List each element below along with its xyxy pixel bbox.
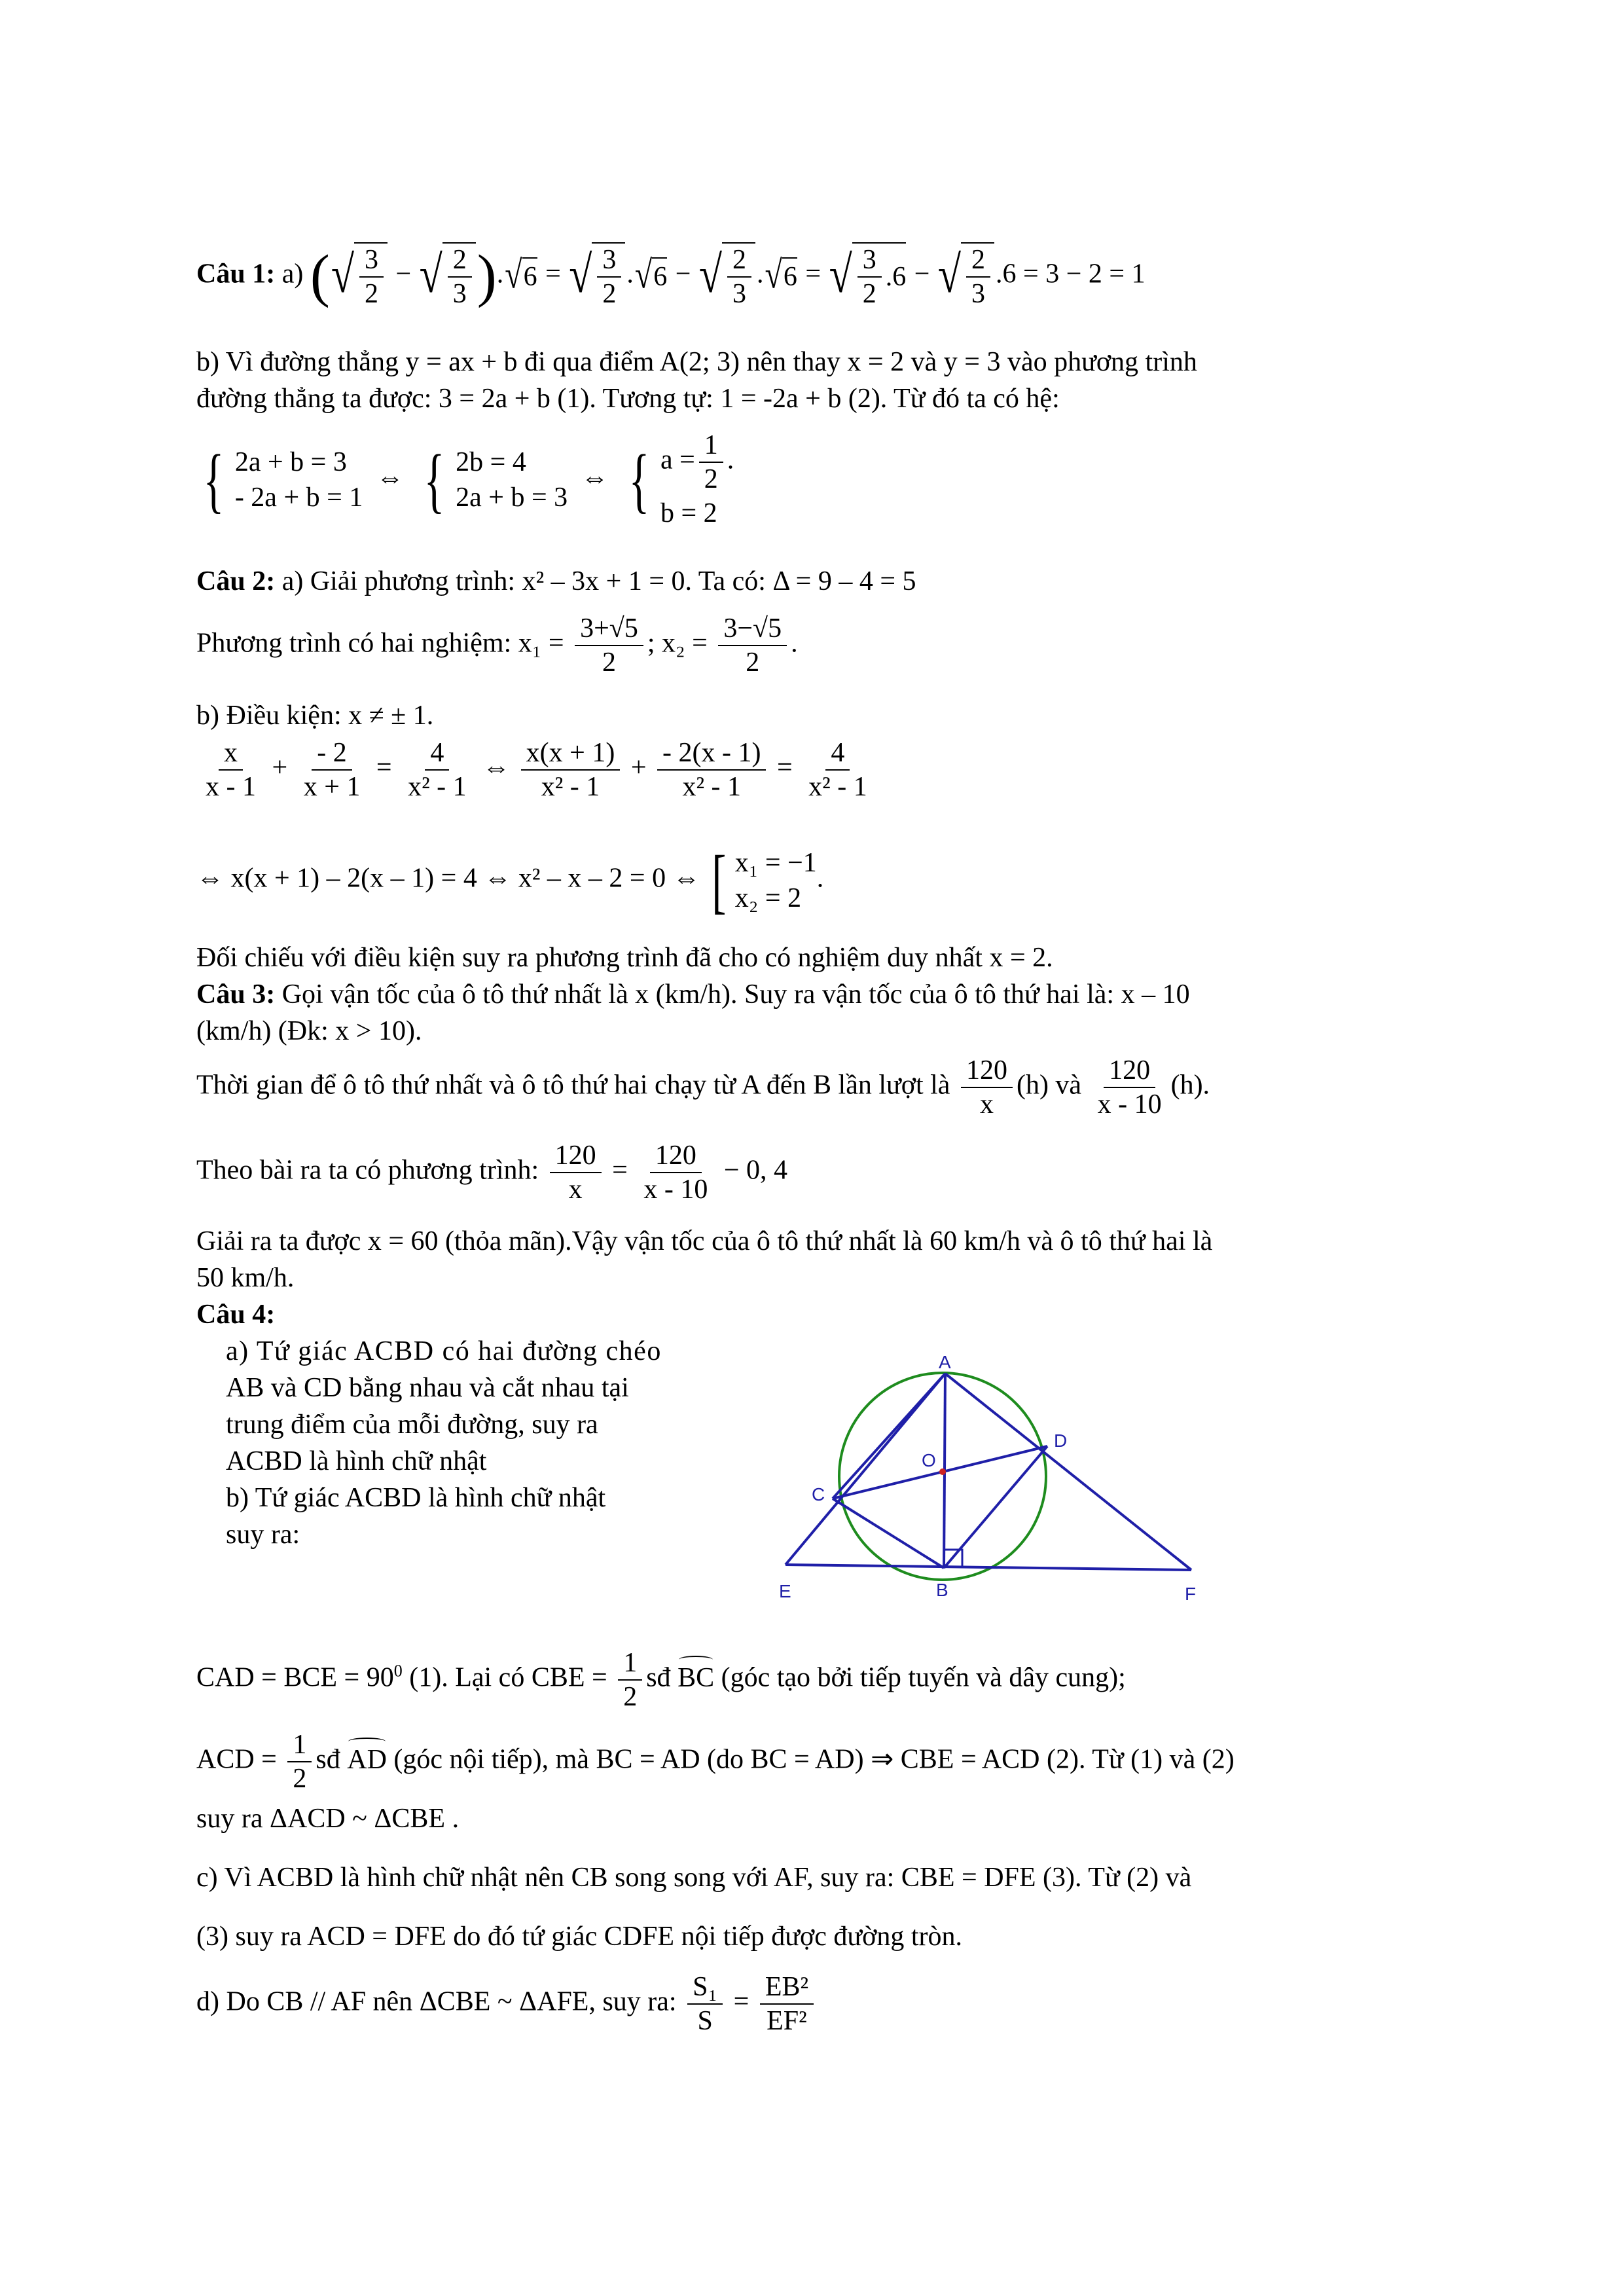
f1-den: x - 1: [206, 772, 256, 802]
f5-num: - 2(x - 1): [657, 737, 766, 771]
q1-system: [196, 429, 734, 531]
f6-num: 4: [825, 737, 850, 771]
t1-den: x: [979, 1089, 994, 1120]
sol-1: x₁ = −1: [734, 848, 817, 878]
l1-deg: 0: [393, 1661, 403, 1681]
q4-c-line1: c) Vì ACBD là hình chữ nhật nên CB song song với AF, suy ra: CBE = DFE (3). Từ (2) và: [196, 1863, 1192, 1893]
f4-den: x² - 1: [541, 772, 600, 802]
sol-2: x₂ = 2: [734, 883, 802, 913]
sys2-row2: 2a + b = 3: [456, 483, 568, 513]
step3-text: ⇔ x(x + 1) – 2(x – 1) = 4 ⇔ x² – x – 2 = 0 ⇔: [196, 863, 700, 894]
frac-120-x: [961, 1054, 1013, 1121]
e2-den: x - 10: [643, 1175, 708, 1205]
f3-num: 4: [425, 737, 449, 771]
l1-b: (1). Lại có: [409, 1662, 525, 1693]
t2-den: x - 10: [1097, 1089, 1162, 1120]
ratio-e: [760, 1971, 814, 2037]
label-e: E: [779, 1581, 791, 1601]
q4-proof-line3: suy ra ΔACD ~ ΔCBE .: [196, 1804, 460, 1834]
q4-a-line1: a) Tứ giác ACBD có hai đường chéo: [226, 1336, 662, 1366]
eq-frac-2: [638, 1139, 713, 1206]
l1-c: CBE =: [531, 1662, 607, 1693]
iff-1: ⇔: [376, 462, 404, 493]
sqrt-3-2-6: √ $\frac{3}{2}$ .6: [829, 242, 907, 310]
line-cb: [833, 1499, 944, 1568]
q1-b-line1: b) Vì đường thẳng y = ax + b đi qua điểm A(2; 3) nên thay x = 2 và y = 3 vào phương trình: [196, 347, 1197, 377]
q3-time-line: [196, 1054, 1210, 1121]
q2-b-cond: b) Điều kiện: x ≠ ± 1.: [196, 701, 434, 731]
q1-a-result: .6 = 3 − 2 = 1: [996, 259, 1146, 289]
half1-n: 1: [618, 1647, 642, 1681]
arc-bc: BC: [677, 1660, 714, 1696]
q2-step3: ⇔ x(x + 1) – 2(x – 1) = 4 ⇔ x² – x – 2 = 0 ⇔ [ x₁ = −1 x₂ = 2 .: [196, 841, 824, 920]
root2-prefix: ; x₂ =: [647, 628, 708, 659]
arc-ad: AD: [347, 1741, 387, 1778]
frac-4-x2m1: [403, 737, 472, 803]
iff-2: ⇔: [581, 462, 609, 493]
l1-d: (góc tạo bởi tiếp tuyến và dây cung);: [721, 1662, 1126, 1693]
q2-a-line: [196, 563, 916, 600]
f2-den: x + 1: [303, 772, 361, 802]
root2: [718, 612, 787, 679]
f2-num: - 2: [312, 737, 352, 771]
system-3: { a = $\frac{1}{2}$ . b = 2: [622, 429, 734, 531]
ratio-s: [687, 1971, 723, 2037]
q4-proof-line1: [196, 1647, 1126, 1713]
f1-num: x: [219, 737, 243, 771]
half-1: [618, 1647, 642, 1713]
sqrt-2-3-6: √ $\frac{2}{3}$: [938, 242, 994, 310]
q4-proof-line2: [196, 1728, 1235, 1795]
q4-d-line: d) Do CB // AF nên ΔCBE ~ ΔAFE, suy ra: $\frac{\text{S₁}}{S}$ = $\frac{\text{EB²}}{\text{EF²}}$: [196, 1971, 818, 2037]
d-s1: S₁: [687, 1971, 723, 2005]
q3-line1-text: Gọi vận tốc của ô tô thứ nhất là x (km/h). Suy ra vận tốc của ô tô thứ hai là: x – 10: [281, 979, 1190, 1010]
line-ac: [833, 1374, 945, 1499]
d-ef: EF²: [767, 2006, 807, 2036]
circle-o: [839, 1373, 1046, 1580]
q4-a-line4: ACBD là hình chữ nhật: [226, 1446, 487, 1476]
frac-x-xm1: [200, 737, 261, 803]
label-f: F: [1185, 1584, 1197, 1604]
system-1: { 2a + b = 3 - 2a + b = 1: [203, 440, 363, 520]
frac-n1: [521, 737, 621, 803]
sys3-row2: b = 2: [660, 498, 717, 528]
eq-tail: − 0, 4: [723, 1155, 788, 1186]
root1-den: 2: [602, 647, 616, 678]
q2-label: Câu 2:: [196, 566, 276, 596]
sqrt-3-2: √ $\frac{3}{2}$: [331, 242, 388, 310]
f4-num: x(x + 1): [521, 737, 621, 771]
solution-set: [ x₁ = −1 x₂ = 2: [712, 841, 817, 920]
q2-roots-line: Phương trình có hai nghiệm: x₁ = $\frac{3+√5}{2}$ ; x₂ = $\frac{3-√5}{2}$ .: [196, 613, 798, 678]
center-point: [939, 1468, 946, 1475]
label-a: A: [939, 1352, 951, 1372]
l2-a: ACD =: [196, 1744, 277, 1775]
root1: [575, 612, 643, 679]
q3-line2: (km/h) (Đk: x > 10).: [196, 1016, 422, 1046]
sd-1: sđ: [646, 1662, 671, 1693]
label-c: C: [812, 1484, 825, 1504]
q4-a-line2: AB và CD bằng nhau và cắt nhau tại: [226, 1373, 629, 1403]
frac-4-b: [803, 737, 873, 803]
q3-line1: [196, 976, 1190, 1013]
sys1-row1: 2a + b = 3: [234, 447, 347, 477]
frac-120-x10: [1092, 1054, 1167, 1121]
system-2: { 2b = 4 2a + b = 3: [424, 440, 568, 520]
f3-den: x² - 1: [408, 772, 467, 802]
q4-label: Câu 4:: [196, 1300, 276, 1330]
eq-prefix: Theo bài ra ta có phương trình:: [196, 1155, 539, 1186]
q1-b-line2: đường thẳng ta được: 3 = 2a + b (1). Tương tự: 1 = -2a + b (2). Từ đó ta có hệ:: [196, 384, 1060, 414]
sqrt-2-3: √ $\frac{2}{3}$: [420, 242, 476, 310]
sqrt-2-3-b: √ $\frac{2}{3}$: [699, 242, 755, 310]
f6-den: x² - 1: [808, 772, 867, 802]
d-prefix: d) Do CB // AF nên ΔCBE ~ ΔAFE, suy ra:: [196, 1986, 677, 2017]
q1-a-line: Câu 1: a) ( √ $\frac{3}{2}$ − √ $\frac{2}{3}$ ). √ 6 = √ $\frac{3}{2}$ . √ 6 − √ $\frac{2}{3}$ . √ 6 = √ $\frac{3}{2}$ .6 − √ $\frac{2}{3}$ .6 = 3 − 2 = 1: [196, 244, 1146, 309]
q1-a-label: a): [281, 259, 304, 289]
geometry-figure: [772, 1349, 1231, 1611]
iff-3: ⇔: [482, 752, 511, 783]
e2-num: 120: [650, 1139, 702, 1173]
sys2-row1: 2b = 4: [456, 447, 526, 477]
root1-num: 3+√5: [575, 612, 643, 646]
q4-b-line1: b) Tứ giác ACBD là hình chữ nhật: [226, 1483, 606, 1513]
label-d: D: [1054, 1430, 1068, 1451]
half-2: [287, 1728, 312, 1795]
sqrt-6: √ 6: [505, 253, 537, 297]
q3-result2: 50 km/h.: [196, 1263, 295, 1293]
root2-num: 3−√5: [718, 612, 787, 646]
q4-c-line2: (3) suy ra ACD = DFE do đó tứ giác CDFE nội tiếp được đường tròn.: [196, 1922, 962, 1952]
q3-equation-line: Theo bài ra ta có phương trình: $\frac{120}{x}$ = $\frac{120}{x - 10}$ − 0, 4: [196, 1140, 788, 1205]
half2-n: 1: [287, 1728, 312, 1762]
h1: (h) và: [1016, 1070, 1082, 1101]
close-paren: ): [477, 244, 497, 308]
q2-a-text: a) Giải phương trình: x² – 3x + 1 = 0. Ta có: Δ = 9 – 4 = 5: [281, 566, 916, 596]
q4-a-line3: trung điểm của mỗi đường, suy ra: [226, 1410, 598, 1440]
q3-result1: Giải ra ta được x = 60 (thỏa mãn).Vậy vận tốc của ô tô thứ nhất là 60 km/h và ô tô thứ hai là: [196, 1226, 1213, 1256]
line-af: [945, 1374, 1191, 1570]
frac-m2-xp1: [298, 737, 366, 803]
l2-b: (góc nội tiếp), mà BC = AD (do BC = AD) ⇒ CBE = ACD (2). Từ (1) và (2): [393, 1744, 1235, 1775]
sqrt-3-2-b: √ $\frac{3}{2}$: [569, 242, 625, 310]
f5-den: x² - 1: [682, 772, 742, 802]
d-s: S: [697, 2006, 713, 2036]
sqrt-6-b: √ 6: [634, 253, 668, 297]
sys1-row2: - 2a + b = 1: [234, 483, 363, 513]
q4-b-line2: suy ra:: [226, 1520, 300, 1550]
q2-b-equation: $\frac{x}{x - 1}$ + $\frac{- 2}{x + 1}$ = $\frac{4}{\text{x² - 1}}$ ⇔ $\frac{x(x + 1)}{\text{x² - 1}}$ + $\frac{- 2(x - 1)}{\text{x² - 1}}$ = $\frac{4}{\text{x² - 1}}$: [196, 737, 876, 803]
d-eb: EB²: [760, 1971, 814, 2005]
q1-label: Câu 1:: [196, 259, 276, 289]
time-prefix: Thời gian để ô tô thứ nhất và ô tô thứ hai chạy từ A đến B lần lượt là: [196, 1070, 950, 1101]
half2-d: 2: [293, 1764, 307, 1794]
roots-prefix: Phương trình có hai nghiệm: x₁ =: [196, 628, 564, 659]
frac-n2: [657, 737, 766, 803]
e1-num: 120: [550, 1139, 602, 1173]
t2-num: 120: [1104, 1054, 1155, 1088]
sys3-a: a =: [660, 445, 695, 475]
t1-num: 120: [961, 1054, 1013, 1088]
label-b: B: [936, 1580, 948, 1600]
l1-a: CAD = BCE = 90: [196, 1662, 394, 1693]
h2: (h).: [1170, 1070, 1210, 1101]
half1-d: 2: [623, 1682, 638, 1712]
sqrt-6-c: √ 6: [765, 253, 797, 297]
q3-label: Câu 3:: [196, 979, 276, 1010]
eq-frac-1: [550, 1139, 602, 1206]
sd-2: sđ: [316, 1744, 340, 1775]
label-o: O: [922, 1450, 936, 1470]
q2-conclusion: Đối chiếu với điều kiện suy ra phương trình đã cho có nghiệm duy nhất x = 2.: [196, 943, 1053, 973]
root2-den: 2: [746, 647, 760, 678]
e1-den: x: [568, 1175, 583, 1205]
open-paren: (: [310, 244, 330, 308]
